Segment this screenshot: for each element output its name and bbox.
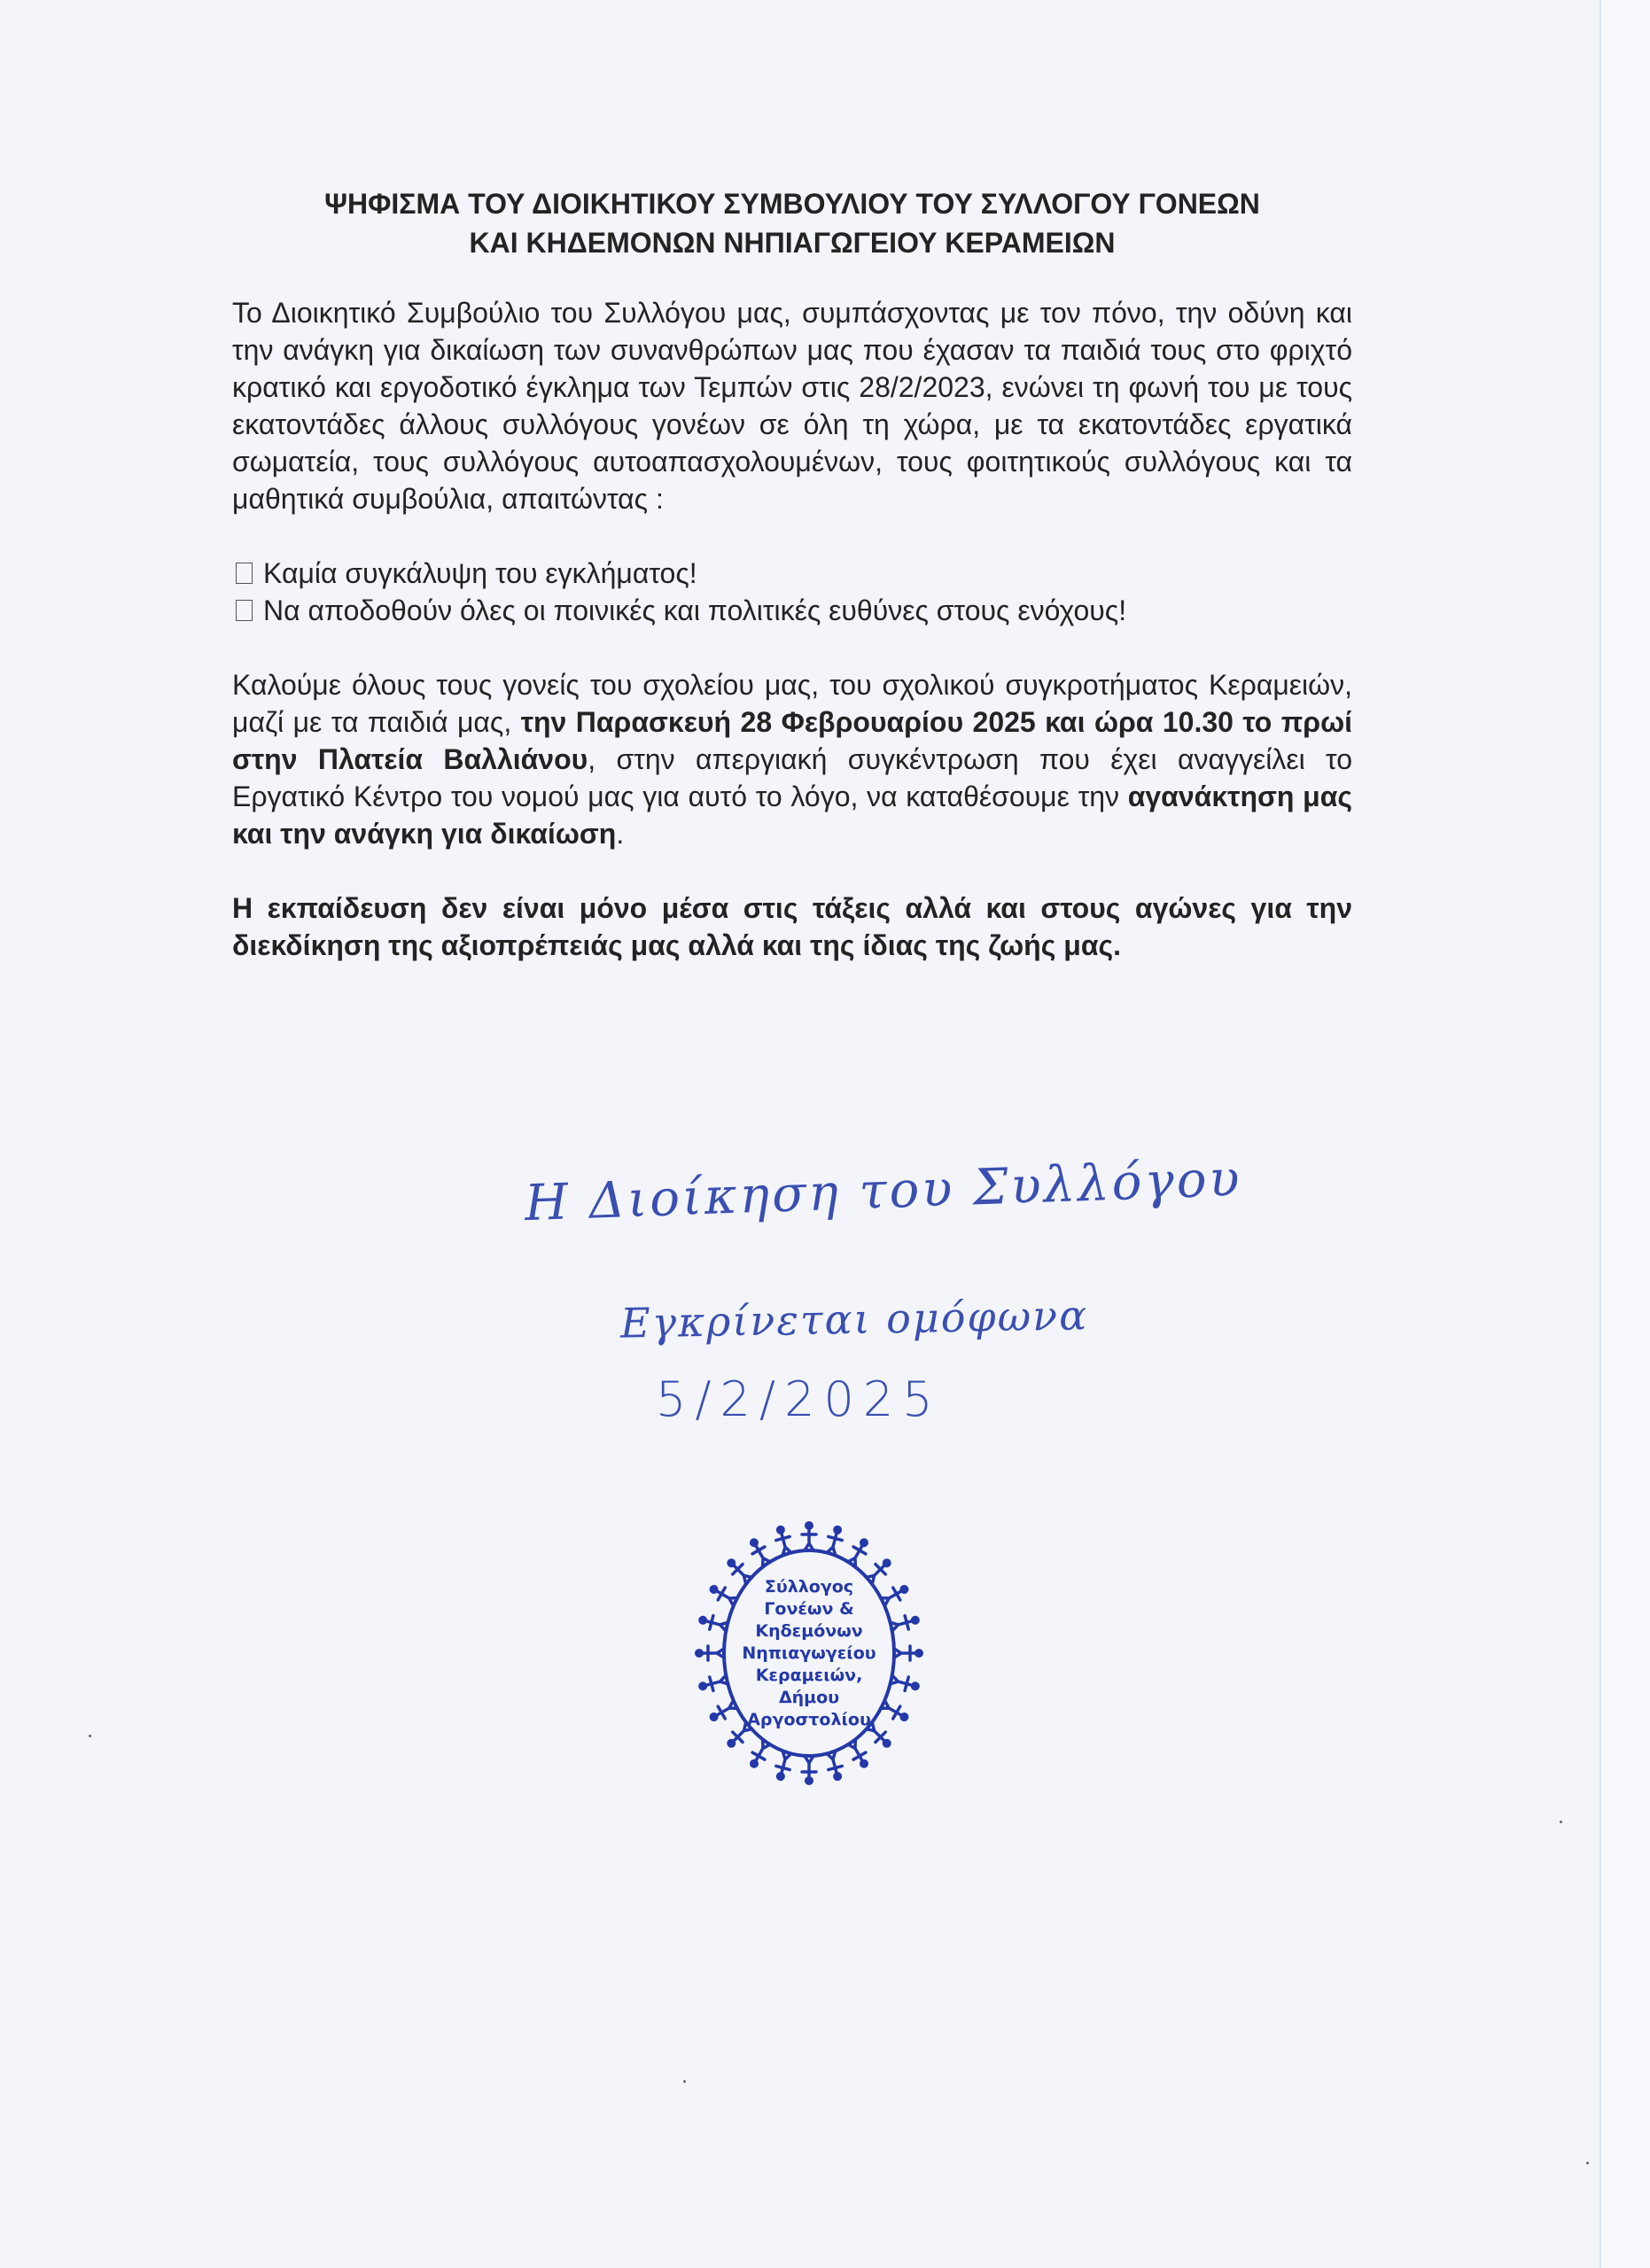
- call-text-1: Καλούμε όλους τους γονείς του σχολείου μας, του σχολικού συγκροτήματος Κεραμειών, μαζί με τα παιδιά μας,: [232, 669, 1352, 738]
- call-text-2: , στην απεργιακή συγκέντρωση που έχει αναγγείλει το Εργατικό Κέντρο του νομού μας για αυτό το λόγο, να καταθέσουμε την: [232, 743, 1353, 812]
- list-item: [232, 592, 1352, 629]
- title-line-1: ΨΗΦΙΣΜΑ ΤΟΥ ΔΙΟΙΚΗΤΙΚΟΥ ΣΥΜΒΟΥΛΙΟΥ ΤΟΥ ΣΥΛΛΟΓΟΥ ΓΟΝΕΩΝ: [324, 188, 1260, 220]
- stamp-line: Γονέων &: [764, 1598, 854, 1619]
- paragraph-intro: Το Διοικητικό Συμβούλιο του Συλλόγου μας, συμπάσχοντας με τον πόνο, την οδύνη και την ανάγκη για δικαίωση των συνανθρώπων μας που έχασαν τα παιδιά τους στο φριχτό κρατικό και εργοδοτικό έγκλημα των Τεμπών στις 28/2/2023, ενώνει τη φωνή του με τους εκατοντάδες άλλους συλλόγους γονέων σε όλη τη χώρα, με τα εκατοντάδες εργατικά σωματεία, τους συλλόγους αυτοαπασχολουμένων, τους φοιτητικούς συλλόγους και τα μαθητικά συμβούλια, απαιτώντας :: [232, 297, 1352, 515]
- stamp-line: Κηδεμόνων: [755, 1620, 863, 1641]
- paragraph-closing: Η εκπαίδευση δεν είναι μόνο μέσα στις τάξεις αλλά και στους αγώνες για την διεκδίκηση της αξιοπρέπειάς μας αλλά και της ίδιας της ζωής μας.: [232, 892, 1352, 961]
- call-emphasis: αγανάκτηση μας και την ανάγκη για δικαίωση: [232, 781, 1353, 850]
- paragraph-call: [232, 666, 1352, 852]
- stamp-line: Αργοστολίου: [747, 1709, 871, 1729]
- scan-speck: [1586, 2162, 1589, 2164]
- scan-speck: [1560, 1821, 1562, 1823]
- checkbox-glyph-icon: [236, 563, 253, 584]
- call-date-location: την Παρασκευή 28 Φεβρουαρίου 2025 και ώρα 10.30 το πρωί στην Πλατεία Βαλλιάνου: [232, 706, 1353, 775]
- scan-edge: [1599, 0, 1650, 2268]
- document-body: [232, 184, 1352, 964]
- title-line-2: ΚΑΙ ΚΗΔΕΜΟΝΩΝ ΝΗΠΙΑΓΩΓΕΙΟΥ ΚΕΡΑΜΕΙΩΝ: [469, 227, 1116, 259]
- checkbox-glyph-icon: [236, 600, 253, 621]
- demand-text: Καμία συγκάλυψη του εγκλήματος!: [263, 557, 697, 589]
- stamp-line: Δήμου: [778, 1687, 840, 1707]
- handwritten-date: 5/2/2025: [656, 1371, 942, 1427]
- stamp-text: [677, 1501, 941, 1806]
- association-stamp: [677, 1501, 941, 1806]
- call-text-3: .: [616, 818, 625, 850]
- handwritten-signature-line: Η Διοίκηση του Συλλόγου: [524, 1149, 1243, 1233]
- scan-speck: [683, 2080, 686, 2083]
- stamp-line: Σύλλογος: [764, 1576, 854, 1596]
- handwritten-approval: Εγκρίνεται ομόφωνα: [619, 1291, 1089, 1348]
- list-item: [232, 555, 1352, 592]
- stamp-line: Νηπιαγωγείου: [742, 1643, 876, 1663]
- demand-text: Να αποδοθούν όλες οι ποινικές και πολιτικές ευθύνες στους ενόχους!: [263, 594, 1127, 626]
- scan-speck: [89, 1735, 91, 1737]
- stamp-line: Κεραμειών,: [755, 1665, 863, 1685]
- document-title: [232, 184, 1352, 262]
- demands-list: [232, 555, 1352, 629]
